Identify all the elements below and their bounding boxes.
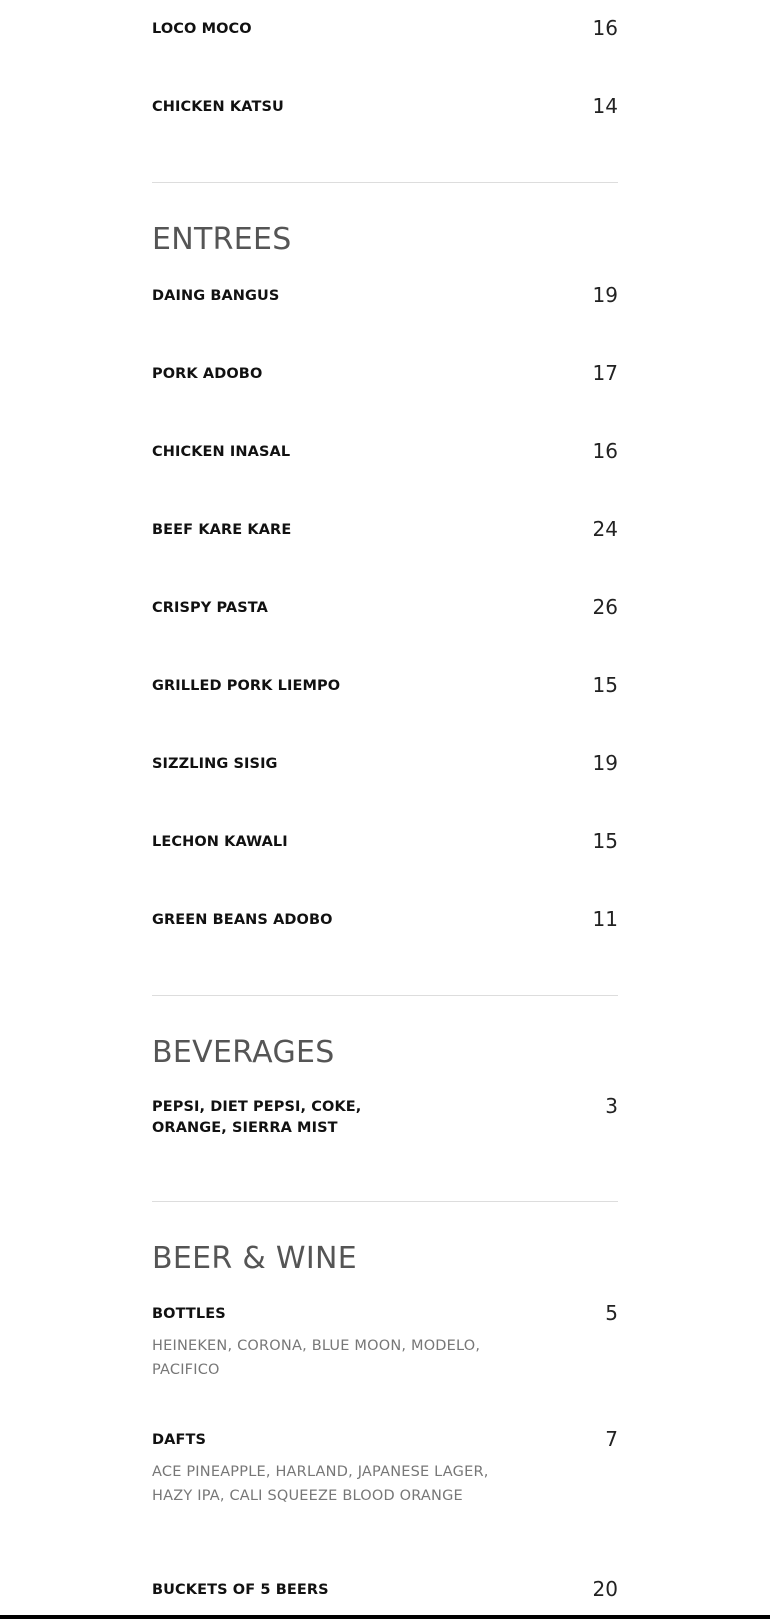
section-title-entrees: ENTREES — [152, 222, 292, 257]
item-name: DAING BANGUS — [152, 288, 280, 304]
item-name: GRILLED PORK LIEMPO — [152, 678, 341, 694]
section-divider — [152, 995, 618, 996]
item-price: 16 — [592, 439, 618, 463]
item-price: 19 — [592, 283, 618, 307]
section-title-beer-wine: BEER & WINE — [152, 1241, 358, 1276]
item-price: 14 — [592, 94, 618, 118]
item-name: GREEN BEANS ADOBO — [152, 912, 333, 928]
section-divider — [152, 1201, 618, 1202]
item-name: DAFTS — [152, 1432, 206, 1448]
item-price: 3 — [605, 1094, 618, 1118]
section-title-beverages: BEVERAGES — [152, 1035, 335, 1070]
section-divider — [152, 182, 618, 183]
item-description: ACE PINEAPPLE, HARLAND, JAPANESE LAGER, HAZY IPA, CALI SQUEEZE BLOOD ORANGE — [152, 1464, 489, 1504]
item-name: PORK ADOBO — [152, 366, 263, 382]
item-name: PEPSI, DIET PEPSI, COKE, ORANGE, SIERRA MIST — [152, 1099, 362, 1136]
item-name: BUCKETS OF 5 BEERS — [152, 1582, 329, 1598]
item-price: 24 — [592, 517, 618, 541]
item-name: LECHON KAWALI — [152, 834, 288, 850]
item-price: 15 — [592, 829, 618, 853]
item-name: CRISPY PASTA — [152, 600, 268, 616]
item-name: BOTTLES — [152, 1306, 226, 1322]
item-price: 19 — [592, 751, 618, 775]
item-price: 7 — [605, 1427, 618, 1451]
item-price: 26 — [592, 595, 618, 619]
item-price: 16 — [592, 16, 618, 40]
item-name: CHICKEN INASAL — [152, 444, 291, 460]
item-price: 17 — [592, 361, 618, 385]
item-name: BEEF KARE KARE — [152, 522, 292, 538]
item-name: CHICKEN KATSU — [152, 99, 284, 115]
item-price: 5 — [605, 1301, 618, 1325]
item-price: 15 — [592, 673, 618, 697]
item-price: 20 — [592, 1577, 618, 1601]
item-name: SIZZLING SISIG — [152, 756, 278, 772]
bottom-bar — [0, 1615, 770, 1619]
item-description: HEINEKEN, CORONA, BLUE MOON, MODELO, PACIFICO — [152, 1338, 481, 1378]
item-name: LOCO MOCO — [152, 21, 252, 37]
item-price: 11 — [592, 907, 618, 931]
